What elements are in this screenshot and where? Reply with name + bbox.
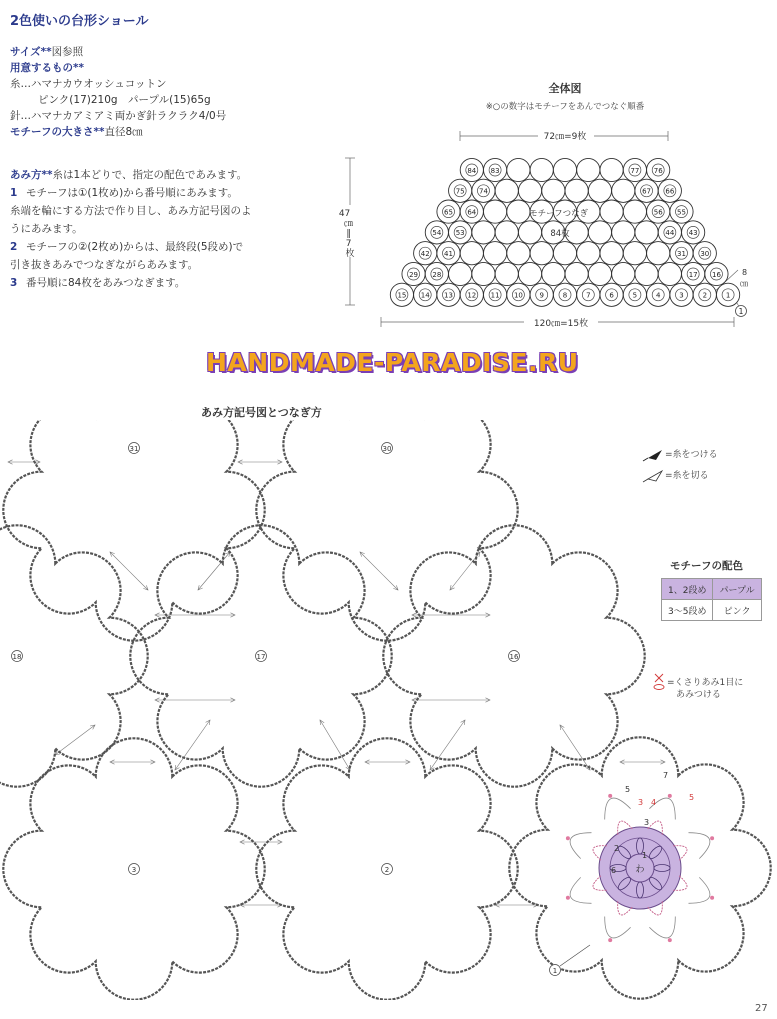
page-number: 27	[755, 1003, 768, 1014]
motif-number: 74	[478, 187, 488, 196]
motif-number: 83	[490, 166, 500, 175]
motif-number: 8	[562, 291, 568, 300]
round-label-4: 4	[651, 798, 657, 807]
motif-number: 31	[677, 250, 686, 258]
step-1-number: 1	[10, 187, 18, 199]
overview-motif-dimension: 8 ㎝	[740, 268, 748, 288]
motif-number: 4	[655, 291, 661, 300]
motif-circle	[449, 179, 472, 202]
motif-circle	[670, 242, 693, 265]
join-arrows	[8, 460, 665, 907]
ring-label: わ	[635, 865, 645, 875]
join-mark	[668, 938, 672, 942]
overview-center-label: モチーフつなぎ 84枚	[529, 209, 589, 239]
rounds-cell: 1、2段め	[662, 579, 713, 600]
yarn-line: 糸…ハマナカウオッシュコットン	[10, 78, 167, 90]
join-stitch-icon	[654, 674, 664, 690]
motif-circle	[390, 283, 413, 306]
motif-circle	[670, 200, 693, 223]
motif-circle	[682, 262, 705, 285]
join-arrow	[430, 720, 465, 770]
motif-number: 66	[665, 187, 675, 196]
motif-number: 3	[679, 291, 684, 300]
join-arrow	[175, 720, 210, 770]
motif-circle	[460, 200, 483, 223]
motif-circle	[402, 262, 425, 285]
motif-label-17: 17	[256, 653, 266, 661]
color-cell: ピンク	[713, 600, 761, 621]
motif-number: 75	[455, 187, 465, 196]
motif-circle	[530, 242, 553, 265]
round-label-5b: 5	[689, 793, 695, 802]
motif-circle	[658, 221, 681, 244]
motif-number: 5	[632, 291, 638, 300]
overview-left-dimension: 47 ㎝ ‖ 7 枚	[338, 209, 355, 259]
motif-number: 67	[642, 187, 652, 196]
join-arrow	[240, 840, 282, 844]
step-1-text: モチーフは①(1枚め)から番号順にあみます。	[26, 187, 238, 199]
rounds-cell: 3〜5段め	[662, 600, 713, 621]
round-label-6: 6	[611, 866, 617, 875]
round-label-3: 3	[644, 818, 650, 827]
motif-circle	[588, 221, 611, 244]
step-1-cont: 糸端を輪にする方法で作り目し、あみ方記号図のよ	[10, 205, 252, 217]
attach-yarn-icon	[643, 450, 662, 461]
motif-circle	[577, 242, 600, 265]
join-mark	[608, 938, 612, 942]
round-label-1: 1	[642, 851, 648, 860]
motif-circle	[682, 221, 705, 244]
motif-circle	[460, 283, 483, 306]
join-arrow	[110, 760, 155, 764]
motif-circle	[612, 179, 635, 202]
method-intro: 糸は1本どりで、指定の配色であみます。	[52, 169, 248, 181]
color-table	[661, 578, 762, 621]
overview-bottom-dimension: 120㎝=15枚	[533, 319, 589, 329]
motif-number: 84	[467, 166, 477, 175]
round-label-2: 2	[614, 844, 620, 853]
motif-circle	[472, 262, 495, 285]
motif-circle	[623, 158, 646, 181]
watermark: HANDMADE-PARADISE.RU	[206, 348, 579, 377]
motif-circle	[530, 283, 553, 306]
motif-number: 1	[725, 291, 731, 300]
motif-circle	[693, 242, 716, 265]
motif-label-31: 31	[129, 445, 139, 453]
motif-circle	[635, 179, 658, 202]
motif-number: 28	[432, 270, 442, 279]
join-mark	[566, 896, 570, 900]
join-arrow	[495, 903, 538, 907]
motif-circle	[600, 200, 623, 223]
motif-circle	[495, 262, 518, 285]
join-arrow	[238, 460, 282, 464]
motif-number: 13	[444, 291, 453, 300]
join-mark	[668, 794, 672, 798]
size-label: サイズ**	[10, 46, 52, 58]
step-2-cont: 引き抜きあみでつなぎながらあみます。	[10, 259, 199, 271]
motif-number: 7	[586, 291, 591, 300]
motif-circle	[495, 221, 518, 244]
motif-number: 44	[665, 229, 675, 238]
motif-circle	[588, 262, 611, 285]
cut-yarn-legend: =糸を切る	[665, 471, 709, 481]
motif-label-1: 1	[552, 967, 558, 975]
motif-number: 9	[539, 291, 544, 300]
motif-circle	[484, 242, 507, 265]
detailed-motif	[566, 794, 714, 942]
motif-circle	[600, 158, 623, 181]
motif-circle	[565, 262, 588, 285]
step-2-number: 2	[10, 241, 18, 253]
step-2-text: モチーフの②(2枚め)からは、最終段(5段め)で	[26, 241, 244, 253]
stitch-chart	[0, 420, 777, 1000]
join-mark	[608, 794, 612, 798]
join-arrow	[360, 552, 398, 590]
round-label-5: 5	[625, 785, 631, 794]
step-1-cont2: うにあみます。	[10, 223, 83, 235]
join-legend-line1: =くさりあみ1目に	[667, 678, 744, 688]
motif-circle	[600, 242, 623, 265]
motif-label-16: 16	[509, 653, 519, 661]
join-arrow	[560, 725, 590, 770]
motif-circle	[507, 283, 530, 306]
color-row	[662, 600, 762, 621]
yarn-colors: ピンク(17)210g パープル(15)65g	[38, 94, 211, 106]
motif-number: 54	[432, 229, 442, 238]
join-arrow	[55, 725, 95, 755]
motif-number: 11	[490, 291, 500, 300]
join-mark	[710, 836, 714, 840]
method-label: あみ方**	[10, 169, 53, 181]
motif-circle	[472, 179, 495, 202]
overview-diagram	[330, 75, 770, 337]
motif-number: 30	[700, 250, 710, 258]
motif-circle	[472, 221, 495, 244]
motif-circle	[518, 179, 541, 202]
size-value: 図参照	[51, 46, 84, 58]
motif-number: 14	[420, 291, 430, 300]
motif-circle	[542, 262, 565, 285]
motif-circle	[647, 200, 670, 223]
motif-circle	[647, 283, 670, 306]
motif-number: 15	[397, 291, 407, 300]
motif-circle	[623, 283, 646, 306]
motif-circle	[705, 262, 728, 285]
motif-circle	[658, 179, 681, 202]
motif-circle	[565, 179, 588, 202]
join-legend-line2: あみつける	[676, 690, 721, 700]
motif-circle	[693, 283, 716, 306]
motif-circle	[507, 242, 530, 265]
motif-number: 10	[513, 291, 523, 300]
svg-text:1: 1	[738, 307, 744, 316]
join-arrow	[320, 720, 350, 770]
motif-number: 6	[609, 291, 614, 300]
motif-number: 16	[711, 270, 721, 279]
motif-circle	[553, 242, 576, 265]
round-label-3b: 3	[638, 798, 644, 807]
motif-size-label: モチーフの大きさ**	[10, 126, 105, 138]
cut-yarn-icon	[643, 471, 662, 482]
motif-number: 12	[467, 291, 477, 300]
motif-circle	[495, 179, 518, 202]
motif-number: 77	[630, 166, 640, 175]
motif-circle	[460, 158, 483, 181]
petal	[689, 877, 710, 903]
motif-circle	[623, 200, 646, 223]
motif-circle	[553, 158, 576, 181]
motif-circle	[612, 221, 635, 244]
instructions	[10, 166, 252, 292]
materials-info	[10, 44, 226, 140]
motif-1-callout	[736, 306, 747, 317]
motif-number: 2	[702, 291, 708, 300]
motif-circle	[484, 283, 507, 306]
motif-number: 29	[409, 270, 419, 279]
motif-label-18: 18	[12, 653, 22, 661]
chart-title: あみ方記号図とつなぎ方	[201, 406, 322, 419]
needle-line: 針…ハマナカアミアミ両かぎ針ラクラク4/0号	[10, 110, 227, 122]
motif-circle	[647, 158, 670, 181]
motif-number: 56	[653, 208, 663, 217]
motif-circle	[507, 158, 530, 181]
motif-outlines	[0, 420, 771, 1000]
motif-circle	[518, 221, 541, 244]
motif-number: 41	[444, 250, 453, 258]
motif-circle	[484, 158, 507, 181]
petal	[605, 798, 631, 819]
motif-circle	[670, 283, 693, 306]
motif-label-30: 30	[382, 445, 392, 453]
motif-circle	[518, 262, 541, 285]
attach-yarn-legend: =糸をつける	[665, 450, 718, 460]
petal	[689, 833, 710, 859]
motif-circle	[542, 179, 565, 202]
join-mark	[710, 896, 714, 900]
step-3-number: 3	[10, 277, 18, 289]
motif-number: 76	[653, 166, 663, 175]
motif-circle	[647, 242, 670, 265]
overview-note: ※○の数字はモチーフをあんでつなぐ順番	[485, 102, 645, 112]
motif-number: 42	[420, 250, 430, 258]
motif-circle	[425, 262, 448, 285]
materials-label: 用意するもの**	[10, 62, 84, 74]
motif-number: 17	[688, 270, 698, 279]
motif-circle	[658, 262, 681, 285]
motif-circle	[577, 158, 600, 181]
page-title: 2色使いの台形ショール	[10, 14, 149, 29]
motif-circle	[635, 221, 658, 244]
motif-circle	[553, 283, 576, 306]
petal	[570, 833, 591, 859]
motif-circle	[577, 283, 600, 306]
motif-circle	[437, 200, 460, 223]
color-cell: パープル	[713, 579, 761, 600]
petal	[605, 917, 631, 938]
color-table-title: モチーフの配色	[670, 560, 743, 572]
motif-circle	[460, 242, 483, 265]
motif-circle	[437, 283, 460, 306]
motif-circle	[425, 221, 448, 244]
join-arrow	[412, 698, 490, 702]
join-arrow	[620, 760, 665, 764]
motif-circle	[600, 283, 623, 306]
motif-circle	[530, 158, 553, 181]
motif-circle	[484, 200, 507, 223]
join-arrow	[365, 760, 410, 764]
color-row	[662, 579, 762, 600]
motif-circle	[623, 242, 646, 265]
motif-circle	[414, 283, 437, 306]
motif-circle	[588, 179, 611, 202]
motif-circle	[437, 242, 460, 265]
motif-number: 53	[455, 229, 465, 238]
motif-label-3: 3	[131, 866, 137, 874]
overview-top-dimension: 72㎝=9枚	[543, 132, 587, 142]
motif-circle	[449, 262, 472, 285]
motif-circle	[635, 262, 658, 285]
motif-number: 65	[444, 208, 453, 217]
motif-circle	[449, 221, 472, 244]
motif-number: 55	[677, 208, 686, 217]
motif-circle	[612, 262, 635, 285]
join-arrow	[155, 698, 235, 702]
motif-circle	[507, 200, 530, 223]
petal	[649, 917, 675, 938]
motif-number: 64	[467, 208, 477, 217]
step-3-text: 番号順に84枚をあみつなぎます。	[26, 277, 186, 289]
motif-circle	[414, 242, 437, 265]
overview-title: 全体図	[548, 82, 582, 95]
motif-label-2: 2	[384, 866, 390, 874]
petal	[570, 877, 591, 903]
motif-size-value: 直径8㎝	[104, 126, 143, 138]
motif-number-labels	[12, 443, 591, 976]
motif-circle	[717, 283, 740, 306]
round-label-7: 7	[663, 771, 669, 780]
motif-number: 43	[688, 229, 698, 238]
join-mark	[566, 836, 570, 840]
